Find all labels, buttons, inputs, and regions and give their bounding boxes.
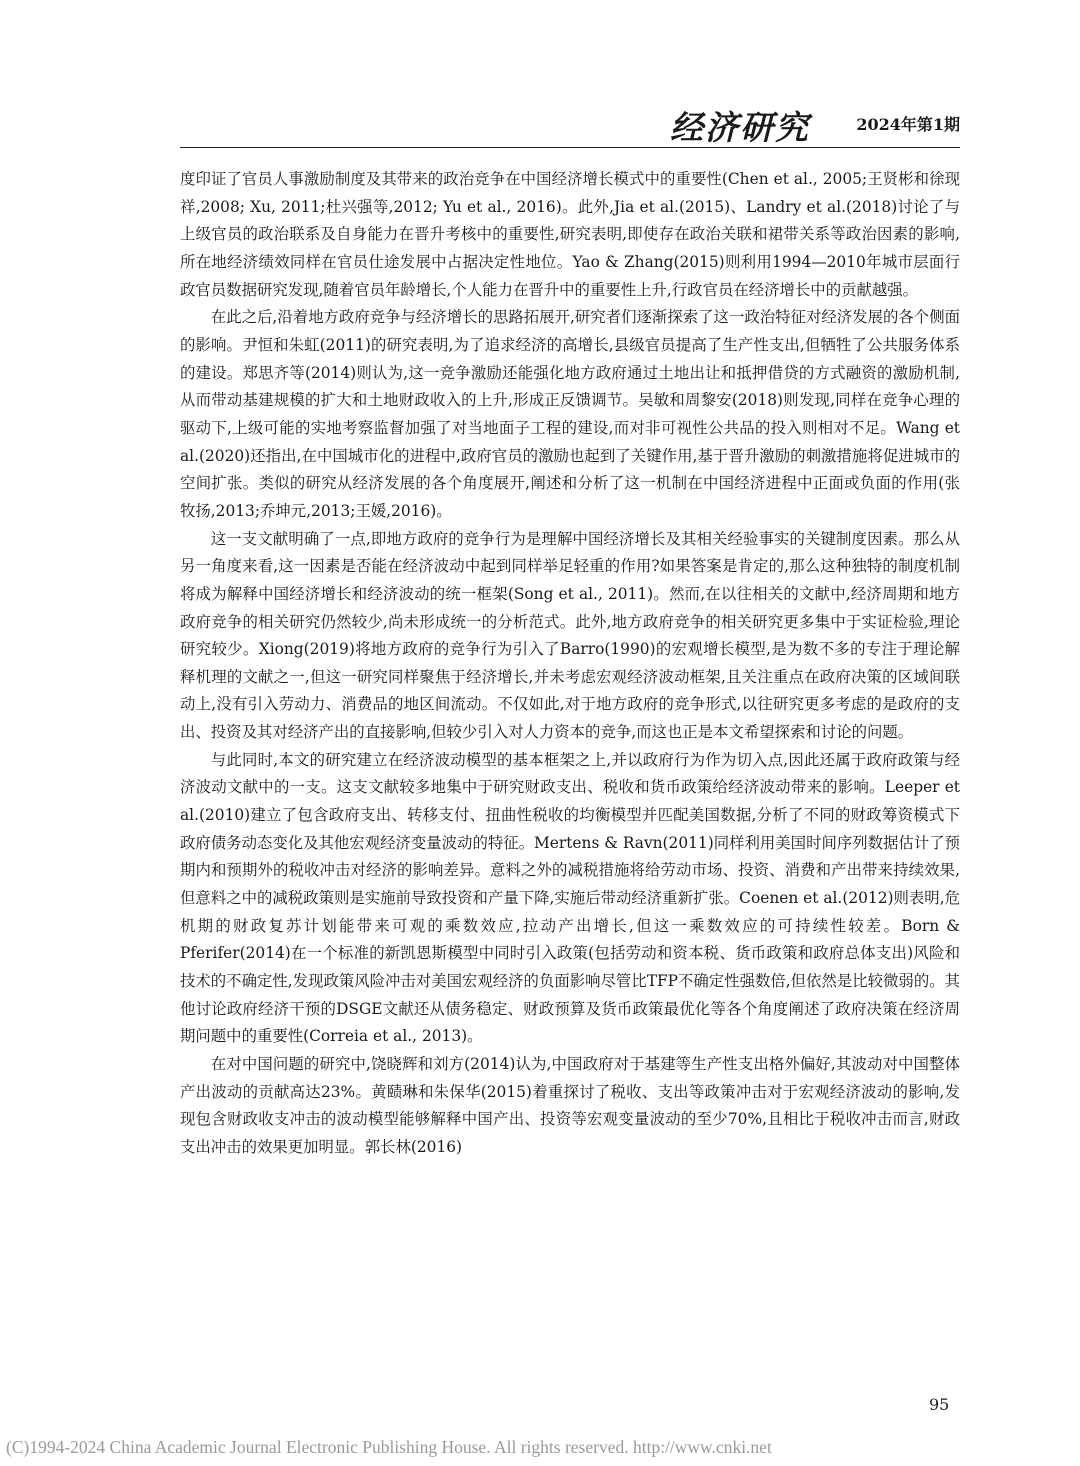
body-text [180,166,960,1162]
journal-logo: 经济研究 [670,108,810,147]
page-number: 95 [929,1395,950,1414]
header-rule [180,147,960,148]
paragraph-3: 这一支文献明确了一点,即地方政府的竞争行为是理解中国经济增长及其相关经验事实的关键制度因素。那么从另一角度来看,这一因素是否能在经济波动中起到同样举足轻重的作用?如果答案是肯定的,那么这种独特的制度机制将成为解释中国经济增长和经济波动的统一框架(Song et al., 2011)。然而,在以往相关的文献中,经济周期和地方政府竞争的相关研究仍然较少,尚未形成统一的分析范式。此外,地方政府竞争的相关研究更多集中于实证检验,理论研究较少。Xiong(2019)将地方政府的竞争行为引入了Barro(1990)的宏观增长模型,是为数不多的专注于理论解释机理的文献之一,但这一研究同样聚焦于经济增长,并未考虑宏观经济波动框架,且关注重点在政府决策的区域间联动上,没有引入劳动力、消费品的地区间流动。不仅如此,对于地方政府的竞争形式,以往研究更多考虑的是政府的支出、投资及其对经济产出的直接影响,但较少引入对人力资本的竞争,而这也正是本文希望探索和讨论的问题。 [180,529,960,742]
paragraph-5: 在对中国问题的研究中,饶晓辉和刘方(2014)认为,中国政府对于基建等生产性支出格外偏好,其波动对中国整体产出波动的贡献高达23%。黄赜琳和朱保华(2015)着重探讨了税收、支出等政策冲击对于宏观经济波动的影响,发现包含财政收支冲击的波动模型能够解释中国产出、投资等宏观变量波动的至少70%,且相比于税收冲击而言,财政支出冲击的效果更加明显。郭长林(2016) [180,1055,960,1156]
paragraph-2: 在此之后,沿着地方政府竞争与经济增长的思路拓展开,研究者们逐渐探索了这一政治特征对经济发展的各个侧面的影响。尹恒和朱虹(2011)的研究表明,为了追求经济的高增长,县级官员提高了生产性支出,但牺牲了公共服务体系的建设。郑思齐等(2014)则认为,这一竞争激励还能强化地方政府通过土地出让和抵押借贷的方式融资的激励机制,从而带动基建规模的扩大和土地财政收入的上升,形成正反馈调节。吴敏和周黎安(2018)则发现,同样在竞争心理的驱动下,上级可能的实地考察监督加强了对当地面子工程的建设,而对非可视性公共品的投入则相对不足。Wang et al.(2020)还指出,在中国城市化的进程中,政府官员的激励也起到了关键作用,基于晋升激励的刺激措施将促进城市的空间扩张。类似的研究从经济发展的各个角度展开,阐述和分析了这一机制在中国经济进程中正面或负面的作用(张牧扬,2013;乔坤元,2013;王媛,2016)。 [180,308,960,520]
running-header [180,106,960,146]
copyright-footer: (C)1994-2024 China Academic Journal Electronic Publishing House. All rights reserved. http://www.cnki.net [6,1437,772,1457]
issue-label: 2024年第1期 [856,115,960,134]
paragraph-4: 与此同时,本文的研究建立在经济波动模型的基本框架之上,并以政府行为作为切入点,因此还属于政府政策与经济波动文献中的一支。这支文献较多地集中于研究财政支出、税收和货币政策给经济波动带来的影响。Leeper et al.(2010)建立了包含政府支出、转移支付、扭曲性税收的均衡模型并匹配美国数据,分析了不同的财政筹资模式下政府债务动态变化及其他宏观经济变量波动的特征。Mertens & Ravn(2011)同样利用美国时间序列数据估计了预期内和预期外的税收冲击对经济的影响差异。意料之外的减税措施将给劳动市场、投资、消费和产出带来持续效果,但意料之中的减税政策则是实施前导致投资和产量下降,实施后带动经济重新扩张。Coenen et al.(2012)则表明,危机期的财政复苏计划能带来可观的乘数效应,拉动产出增长,但这一乘数效应的可持续性较差。Born & Pferifer(2014)在一个标准的新凯恩斯模型中同时引入政策(包括劳动和资本税、货币政策和政府总体支出)风险和技术的不确定性,发现政策风险冲击对美国宏观经济的负面影响尽管比TFP不确定性强数倍,但依然是比较微弱的。其他讨论政府经济干预的DSGE文献还从债务稳定、财政预算及货币政策最优化等各个角度阐述了政府决策在经济周期问题中的重要性(Correia et al., 2013)。 [180,750,960,1046]
paragraph-1: 度印证了官员人事激励制度及其带来的政治竞争在中国经济增长模式中的重要性(Chen et al., 2005;王贤彬和徐现祥,2008; Xu, 2011;杜兴强等,2012; Yu et al., 2016)。此外,Jia et al.(2015)、Landry et al.(2018)讨论了与上级官员的政治联系及自身能力在晋升考核中的重要性,研究表明,即使存在政治关联和裙带关系等政治因素的影响,所在地经济绩效同样在官员仕途发展中占据决定性地位。Yao & Zhang(2015)则利用1994—2010年城市层面行政官员数据研究发现,随着官员年龄增长,个人能力在晋升中的重要性上升,行政官员在经济增长中的贡献越强。 [180,170,960,299]
